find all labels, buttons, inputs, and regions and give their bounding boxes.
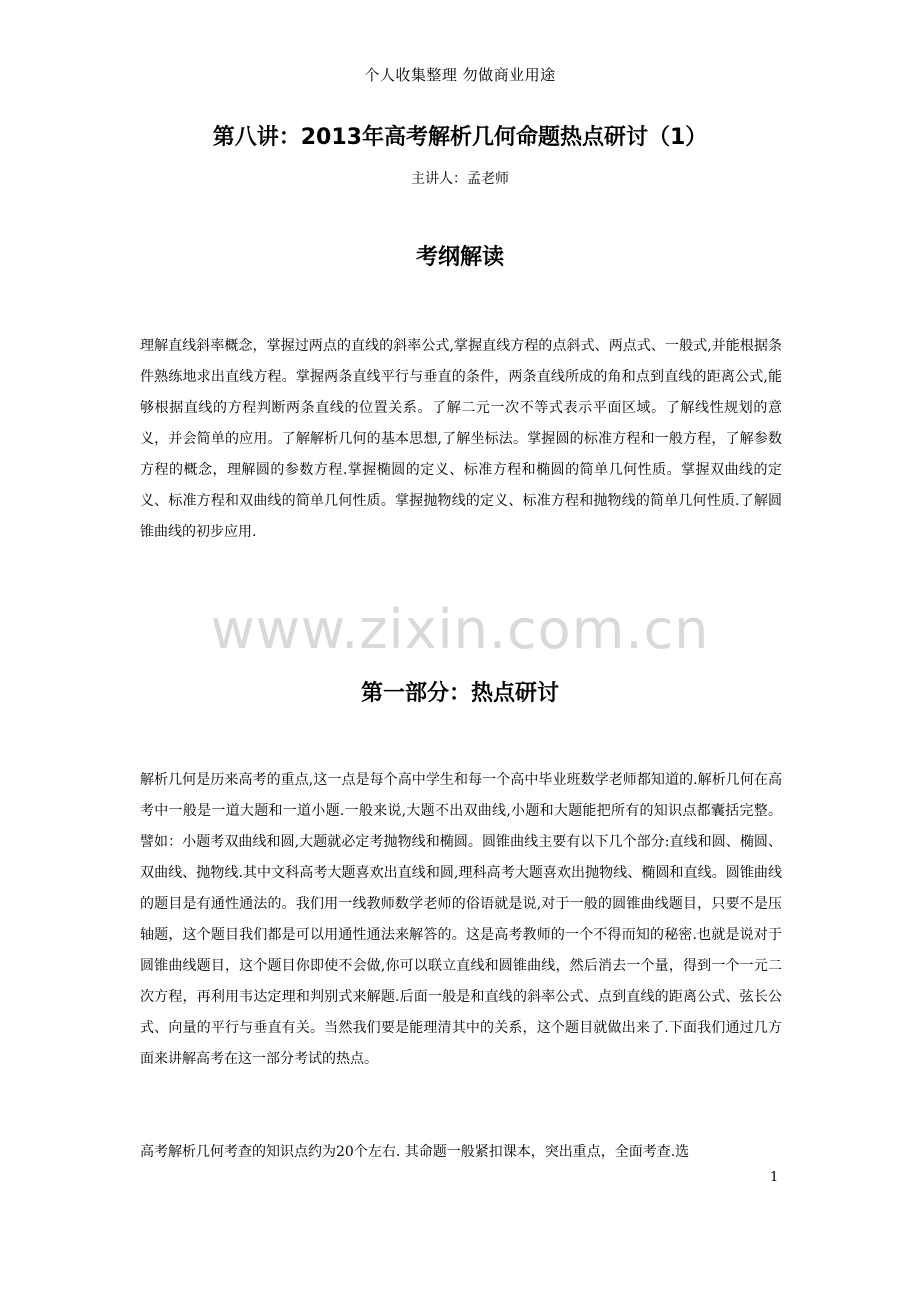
watermark: www.zixin.com.cn bbox=[210, 598, 710, 661]
page-title: 第八讲：2013年高考解析几何命题热点研讨（1） bbox=[212, 125, 708, 150]
section-heading-part-one: 第一部分：热点研讨 bbox=[360, 681, 559, 706]
page-number: 1 bbox=[770, 1170, 779, 1185]
part-one-paragraph: 解析几何是历来高考的重点,这一点是每个高中学生和每一个高中毕业班数学老师都知道的.解析几何在高考中一般是一道大题和一道小题.一般来说,大题不出双曲线,小题和大题能把所有的知识点都囊括完整。譬如：小题考双曲线和圆,大题就必定考抛物线和椭圆。圆锥曲线主要有以下几个部分:直线和圆、椭圆、双曲线、抛物线.其中文科高考大题喜欢出直线和圆,理科高考大题喜欢出抛物线、椭圆和直线。圆锥曲线的题目是有通性通法的。我们用一线教师数学老师的俗语就是说,对于一般的圆锥曲线题目，只要不是压轴题，这个题目我们都是可以用通性通法来解答的。这是高考教师的一个不得而知的秘密.也就是说对于圆锥曲线题目，这个题目你即使不会做,你可以联立直线和圆锥曲线，然后消去一个量，得到一个一元二次方程，再利用韦达定理和判别式来解题.后面一般是和直线的斜率公式、点到直线的距离公式、弦长公式、向量的平行与垂直有关。当然我们要是能理清其中的关系，这个题目就做出来了.下面我们通过几方面来讲解高考在这一部分考试的热点。 bbox=[140, 772, 782, 1067]
header-note: 个人收集整理 勿做商业用途 bbox=[364, 66, 556, 84]
section-heading-syllabus: 考纲解读 bbox=[415, 245, 504, 270]
presenter-line: 主讲人：孟老师 bbox=[411, 171, 509, 187]
syllabus-paragraph: 理解直线斜率概念，掌握过两点的直线的斜率公式,掌握直线方程的点斜式、两点式、一般式,并能根据条件熟练地求出直线方程。掌握两条直线平行与垂直的条件，两条直线所成的角和点到直线的距离公式,能够根据直线的方程判断两条直线的位置关系。了解二元一次不等式表示平面区域。了解线性规划的意义，并会简单的应用。了解解析几何的基本思想,了解坐标法。掌握圆的标准方程和一般方程，了解参数方程的概念，理解圆的参数方程.掌握椭圆的定义、标准方程和椭圆的简单几何性质。掌握双曲线的定义、标准方程和双曲线的简单几何性质。掌握抛物线的定义、标准方程和抛物线的简单几何性质.了解圆锥曲线的初步应用. bbox=[140, 338, 782, 540]
part-one-paragraph-continued: 高考解析几何考查的知识点约为20个左右. 其命题一般紧扣课本，突出重点，全面考查.选 bbox=[140, 1144, 690, 1160]
